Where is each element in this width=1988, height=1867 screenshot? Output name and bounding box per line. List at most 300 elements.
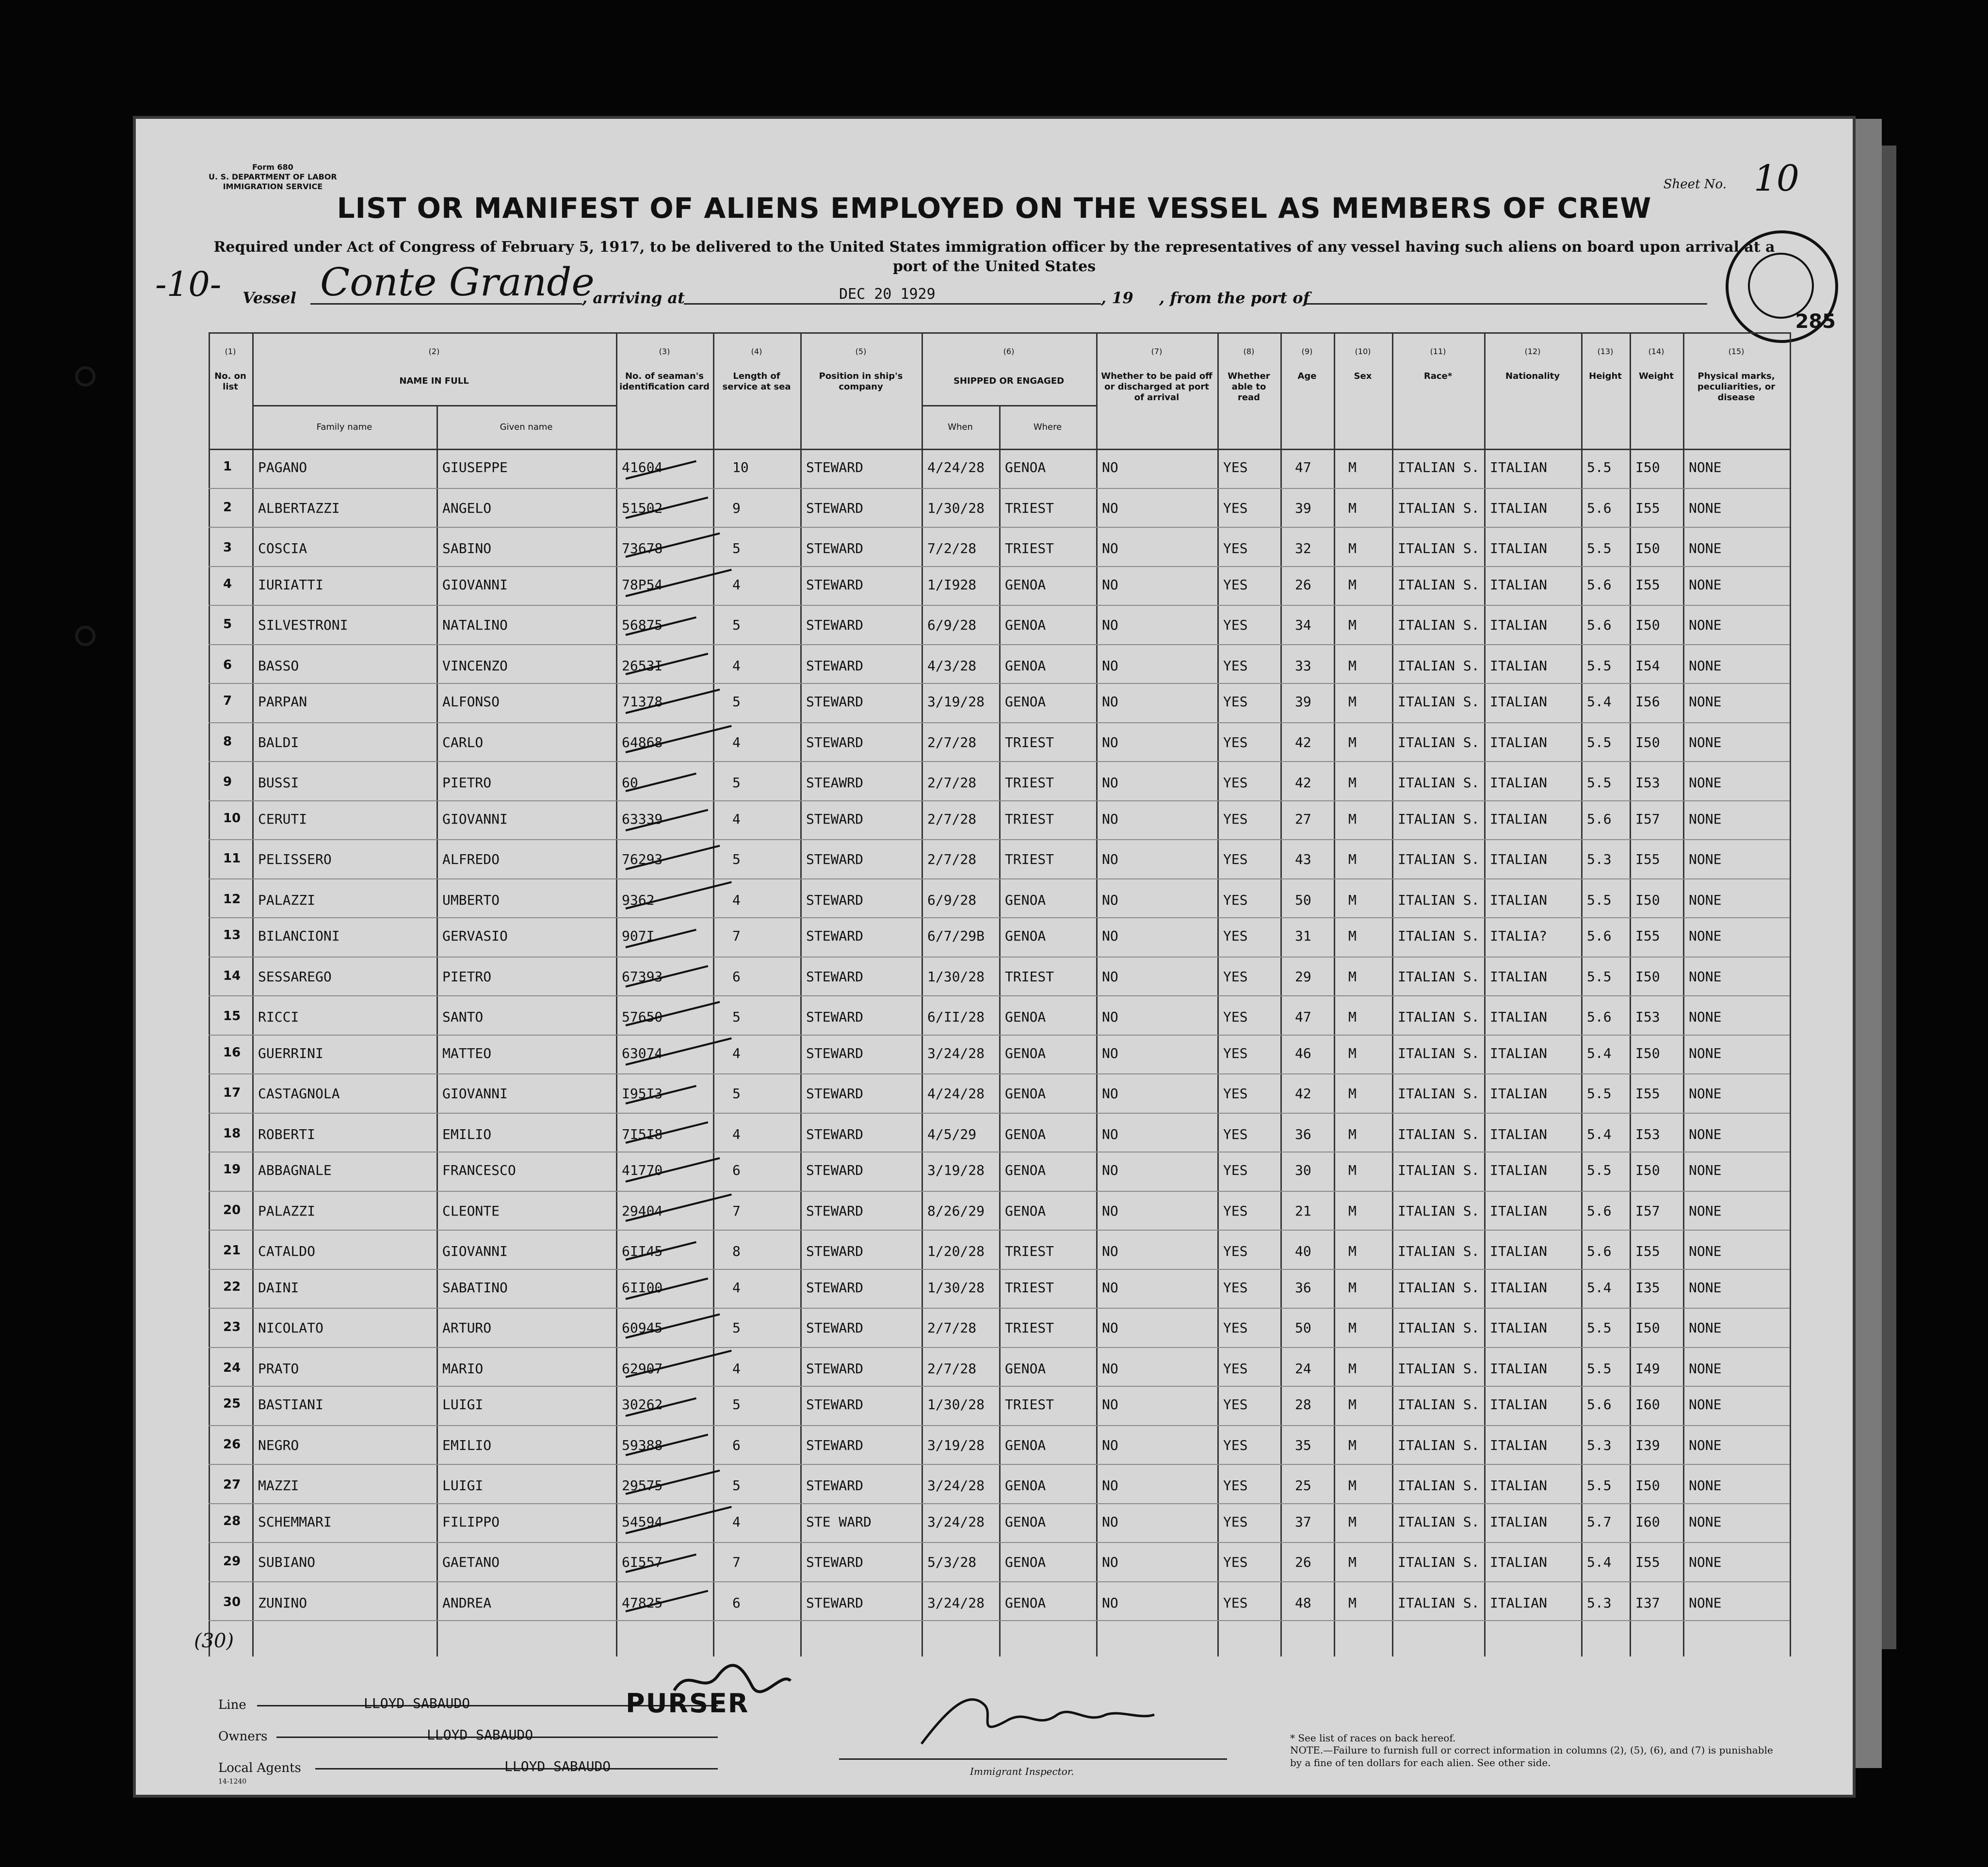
cell-weight: I50 [1635,968,1660,985]
cell-length: 4 [732,576,741,593]
cell-weight: I53 [1635,1126,1660,1142]
cell-nationality: ITALIAN [1490,968,1548,985]
cell-read: YES [1223,459,1248,475]
cell-age: 36 [1295,1126,1311,1142]
cell-weight: I55 [1635,500,1660,516]
cell-nationality: ITALIAN [1490,1396,1548,1412]
cell-where: GENOA [1005,1009,1046,1025]
cell-length: 5 [732,1009,741,1025]
cell-card: 41770 [622,1162,663,1178]
cell-age: 25 [1295,1477,1311,1494]
cell-given: ALFONSO [442,694,500,710]
cell-where: GENOA [1005,1202,1046,1219]
cell-marks: NONE [1689,734,1722,750]
cell-length: 5 [732,1086,741,1102]
binder-hole [75,626,96,646]
cell-nationality: ITALIAN [1490,1086,1548,1102]
cell-nationality: ITALIAN [1490,1594,1548,1611]
cell-nationality: ITALIAN [1490,892,1548,908]
cell-age: 27 [1295,811,1311,827]
cell-weight: I55 [1635,576,1660,593]
cell-position: STE WARD [806,1513,872,1530]
column-header-14: Weight [1639,371,1674,381]
cell-weight: I50 [1635,1477,1660,1494]
cell-marks: NONE [1689,892,1722,908]
cell-weight: I56 [1635,694,1660,710]
cell-given: MARIO [442,1360,484,1377]
cell-given: EMILIO [442,1126,492,1142]
cell-height: 5.6 [1587,1396,1612,1412]
cell-weight: I50 [1635,1162,1660,1178]
column-header-15: Physical marks, peculiarities, or disease [1697,371,1776,403]
cell-when: 1/30/28 [927,1396,985,1412]
stamp-number: 285 [1795,310,1836,333]
row-line [209,1230,1790,1231]
cell-given: FRANCESCO [442,1162,516,1178]
cell-when: 2/7/28 [927,1360,977,1377]
column-number: (6) [1003,347,1015,356]
cell-race: ITALIAN S. [1398,657,1480,674]
cell-where: GENOA [1005,694,1046,710]
column-number: (2) [428,347,440,356]
cell-card: 67393 [622,968,663,985]
column-number: (4) [751,347,762,356]
cell-when: 3/24/28 [927,1477,985,1494]
column-number: (15) [1728,347,1745,356]
cell-weight: I50 [1635,1320,1660,1336]
cell-age: 39 [1295,694,1311,710]
column-divider [209,332,210,1656]
cell-given: GAETANO [442,1554,500,1570]
cell-no: 15 [223,1009,241,1023]
row-line [209,683,1790,684]
column-header-9: Age [1297,371,1317,381]
cell-when: 4/5/29 [927,1126,977,1142]
cell-race: ITALIAN S. [1398,1045,1480,1061]
cell-weight: I50 [1635,1045,1660,1061]
cell-race: ITALIAN S. [1398,851,1480,867]
cell-given: PIETRO [442,968,492,985]
cell-weight: I54 [1635,657,1660,674]
cell-nationality: ITALIAN [1490,694,1548,710]
cell-where: GENOA [1005,928,1046,944]
column-divider [252,332,254,1656]
cell-where: GENOA [1005,1594,1046,1611]
owners-label: Owners [218,1729,268,1744]
cell-when: 2/7/28 [927,1320,977,1336]
cell-paid: NO [1102,1162,1118,1178]
cell-sex: M [1348,576,1357,593]
cell-marks: NONE [1689,694,1722,710]
cell-race: ITALIAN S. [1398,500,1480,516]
cell-paid: NO [1102,851,1118,867]
cell-position: STEWARD [806,1396,864,1412]
column-header-11: Race* [1423,371,1453,381]
cell-when: 8/26/29 [927,1202,985,1219]
cell-family: ALBERTAZZI [258,500,340,516]
cell-family: SUBIANO [258,1554,316,1570]
cell-height: 5.6 [1587,576,1612,593]
cell-age: 50 [1295,892,1311,908]
cell-read: YES [1223,1320,1248,1336]
cell-race: ITALIAN S. [1398,968,1480,985]
cell-length: 7 [732,928,741,944]
cell-given: ANGELO [442,500,492,516]
row-line [209,1073,1790,1074]
cell-height: 5.4 [1587,694,1612,710]
cell-age: 50 [1295,1320,1311,1336]
cell-length: 5 [732,1320,741,1336]
cell-given: PIETRO [442,775,492,791]
cell-card: 71378 [622,694,663,710]
cell-sex: M [1348,1279,1357,1296]
cell-when: 1/30/28 [927,500,985,516]
cell-paid: NO [1102,1202,1118,1219]
column-number: (12) [1524,347,1541,356]
cell-read: YES [1223,968,1248,985]
cell-where: GENOA [1005,576,1046,593]
cell-marks: NONE [1689,1513,1722,1530]
column-divider [1683,332,1684,1656]
cell-read: YES [1223,1360,1248,1377]
cell-nationality: ITALIAN [1490,1162,1548,1178]
cell-nationality: ITALIAN [1490,617,1548,633]
cell-no: 3 [223,540,232,555]
cell-length: 4 [732,1279,741,1296]
cell-given: NATALINO [442,617,508,633]
subhead-where: Where [1033,422,1062,432]
cell-position: STEWARD [806,1045,864,1061]
cell-race: ITALIAN S. [1398,1554,1480,1570]
cell-paid: NO [1102,1126,1118,1142]
cell-marks: NONE [1689,775,1722,791]
cell-age: 34 [1295,617,1311,633]
cell-sex: M [1348,1477,1357,1494]
cell-paid: NO [1102,694,1118,710]
cell-family: CATALDO [258,1243,316,1259]
cell-marks: NONE [1689,576,1722,593]
cell-when: 1/20/28 [927,1243,985,1259]
cell-length: 4 [732,811,741,827]
cell-no: 17 [223,1086,241,1100]
page-title: LIST OR MANIFEST OF ALIENS EMPLOYED ON THE VESSEL AS MEMBERS OF CREW [337,192,1652,225]
cell-weight: I55 [1635,1086,1660,1102]
cell-age: 40 [1295,1243,1311,1259]
cell-card: 907I [622,928,655,944]
cell-nationality: ITALIAN [1490,1279,1548,1296]
cell-sex: M [1348,1513,1357,1530]
cell-race: ITALIAN S. [1398,1162,1480,1178]
agents-label: Local Agents [218,1761,301,1775]
cell-read: YES [1223,1202,1248,1219]
cell-where: GENOA [1005,1086,1046,1102]
cell-age: 42 [1295,734,1311,750]
cell-where: GENOA [1005,1360,1046,1377]
cell-given: CLEONTE [442,1202,500,1219]
cell-family: SCHEMMARI [258,1513,332,1530]
cell-age: 35 [1295,1437,1311,1453]
margin-note: -10- [155,264,222,304]
cell-when: 7/2/28 [927,540,977,556]
column-divider [1790,332,1791,1656]
inspector-fill-line [839,1753,1227,1760]
vessel-row [155,260,1736,318]
cell-family: SESSAREGO [258,968,332,985]
cell-read: YES [1223,811,1248,827]
cell-nationality: ITALIAN [1490,1202,1548,1219]
cell-height: 5.6 [1587,1202,1612,1219]
cell-read: YES [1223,1396,1248,1412]
cell-paid: NO [1102,1279,1118,1296]
cell-marks: NONE [1689,811,1722,827]
sheet-label: Sheet No. [1663,177,1727,192]
cell-marks: NONE [1689,1594,1722,1611]
subheader-border [252,405,616,406]
cell-where: TRIEST [1005,1279,1054,1296]
form-service: IMMIGRATION SERVICE [223,182,323,191]
cell-where: GENOA [1005,892,1046,908]
cell-sex: M [1348,892,1357,908]
cell-where: GENOA [1005,1554,1046,1570]
row-line [209,957,1790,958]
column-number: (3) [659,347,670,356]
cell-length: 8 [732,1243,741,1259]
column-divider [1484,332,1486,1656]
cell-given: ANDREA [442,1594,492,1611]
cell-sex: M [1348,1594,1357,1611]
inspector-signature [912,1686,1164,1753]
column-header-7: Whether to be paid off or discharged at port of arrival [1101,371,1212,403]
cell-age: 42 [1295,775,1311,791]
cell-no: 22 [223,1279,241,1294]
cell-read: YES [1223,1045,1248,1061]
cell-paid: NO [1102,657,1118,674]
cell-position: STEWARD [806,694,864,710]
cell-height: 5.4 [1587,1279,1612,1296]
row-line [209,839,1790,840]
column-divider [1096,332,1098,1656]
column-divider [713,332,714,1656]
cell-sex: M [1348,459,1357,475]
column-divider [800,332,802,1656]
cell-given: EMILIO [442,1437,492,1453]
cell-paid: NO [1102,775,1118,791]
cell-where: GENOA [1005,1477,1046,1494]
cell-card: 62907 [622,1360,663,1377]
cell-marks: NONE [1689,1009,1722,1025]
cell-length: 5 [732,540,741,556]
from-label: , from the port of [1159,289,1310,307]
cell-sex: M [1348,1243,1357,1259]
date-stamp: DEC 20 1929 [839,286,936,303]
cell-read: YES [1223,1009,1248,1025]
cell-card: 56875 [622,617,663,633]
cell-height: 5.6 [1587,1009,1612,1025]
cell-weight: I57 [1635,1202,1660,1219]
cell-paid: NO [1102,1009,1118,1025]
cell-marks: NONE [1689,1554,1722,1570]
cell-height: 5.5 [1587,1162,1612,1178]
cell-age: 43 [1295,851,1311,867]
cell-card: 63339 [622,811,663,827]
cell-length: 5 [732,1477,741,1494]
cell-length: 10 [732,459,749,475]
cell-given: SABATINO [442,1279,508,1296]
row-line [209,1113,1790,1114]
cell-card: 7I5I8 [622,1126,663,1142]
column-number: (1) [225,347,236,356]
cell-where: TRIEST [1005,811,1054,827]
cell-no: 8 [223,734,232,749]
column-header-4: Length of service at sea [722,371,791,392]
cell-position: STEWARD [806,657,864,674]
row-line [209,1308,1790,1309]
cell-position: STEWARD [806,1554,864,1570]
cell-sex: M [1348,540,1357,556]
subhead-when: When [948,422,973,432]
cell-family: ROBERTI [258,1126,316,1142]
line-label: Line [218,1698,246,1712]
cell-height: 5.4 [1587,1126,1612,1142]
cell-height: 5.5 [1587,1360,1612,1377]
cell-no: 10 [223,811,241,826]
cell-position: STEWARD [806,1162,864,1178]
cell-length: 4 [732,1360,741,1377]
cell-family: GUERRINI [258,1045,323,1061]
cell-length: 4 [732,1045,741,1061]
column-header-13: Height [1589,371,1622,381]
cell-race: ITALIAN S. [1398,1437,1480,1453]
column-divider [436,405,438,1656]
row-line [209,917,1790,918]
cell-length: 6 [732,1437,741,1453]
cell-card: 29404 [622,1202,663,1219]
row-line [209,1581,1790,1582]
owners-value: LLOYD SABAUDO [427,1727,533,1743]
cell-read: YES [1223,576,1248,593]
cell-read: YES [1223,657,1248,674]
cell-sex: M [1348,1320,1357,1336]
cell-age: 26 [1295,1554,1311,1570]
cell-race: ITALIAN S. [1398,576,1480,593]
vessel-label: Vessel [242,289,296,307]
cell-height: 5.5 [1587,775,1612,791]
cell-family: MAZZI [258,1477,299,1494]
cell-race: ITALIAN S. [1398,1279,1480,1296]
cell-weight: I55 [1635,1554,1660,1570]
cell-position: STEWARD [806,459,864,475]
cell-paid: NO [1102,811,1118,827]
cell-race: ITALIAN S. [1398,1009,1480,1025]
cell-sex: M [1348,811,1357,827]
cell-weight: I55 [1635,928,1660,944]
column-number: (13) [1597,347,1614,356]
cell-race: ITALIAN S. [1398,892,1480,908]
cell-card: 73678 [622,540,663,556]
cell-age: 48 [1295,1594,1311,1611]
races-note: * See list of races on back hereof. [1290,1732,1456,1744]
cell-given: GIUSEPPE [442,459,508,475]
sheet-number: 10 [1753,158,1799,199]
cell-given: GIOVANNI [442,576,508,593]
cell-paid: NO [1102,617,1118,633]
cell-card: 51502 [622,500,663,516]
cell-paid: NO [1102,459,1118,475]
cell-given: UMBERTO [442,892,500,908]
row-line [209,722,1790,723]
row-line [209,1152,1790,1153]
cell-length: 5 [732,775,741,791]
cell-position: STEWARD [806,968,864,985]
cell-where: GENOA [1005,617,1046,633]
cell-race: ITALIAN S. [1398,734,1480,750]
cell-when: 3/19/28 [927,694,985,710]
paper-edge [1853,119,1882,1768]
form-code: 14-1240 [218,1778,247,1786]
cell-position: STEWARD [806,576,864,593]
cell-sex: M [1348,1162,1357,1178]
cell-race: ITALIAN S. [1398,540,1480,556]
cell-nationality: ITALIAN [1490,1243,1548,1259]
cell-card: 60945 [622,1320,663,1336]
cell-position: STEWARD [806,1243,864,1259]
cell-read: YES [1223,1513,1248,1530]
cell-marks: NONE [1689,1477,1722,1494]
cell-position: STEAWRD [806,775,864,791]
cell-height: 5.5 [1587,657,1612,674]
cell-where: TRIEST [1005,968,1054,985]
cell-paid: NO [1102,1513,1118,1530]
cell-nationality: ITALIAN [1490,1009,1548,1025]
cell-given: GIOVANNI [442,1243,508,1259]
cell-when: 6/9/28 [927,617,977,633]
cell-family: BASSO [258,657,299,674]
cell-position: STEWARD [806,540,864,556]
cell-sex: M [1348,968,1357,985]
cell-weight: I39 [1635,1437,1660,1453]
cell-no: 23 [223,1320,241,1334]
cell-paid: NO [1102,540,1118,556]
cell-weight: I49 [1635,1360,1660,1377]
cell-no: 19 [223,1162,241,1177]
cell-nationality: ITALIAN [1490,459,1548,475]
cell-when: 2/7/28 [927,851,977,867]
cell-no: 9 [223,775,232,789]
cell-family: PELISSERO [258,851,332,867]
cell-race: ITALIAN S. [1398,1320,1480,1336]
cell-when: 3/24/28 [927,1594,985,1611]
cell-paid: NO [1102,1594,1118,1611]
cell-where: GENOA [1005,1045,1046,1061]
cell-where: GENOA [1005,1162,1046,1178]
cell-given: SABINO [442,540,492,556]
cell-card: 9362 [622,892,655,908]
cell-height: 5.6 [1587,928,1612,944]
cell-nationality: ITALIAN [1490,1360,1548,1377]
cell-when: 1/30/28 [927,968,985,985]
cell-given: GERVASIO [442,928,508,944]
cell-family: CASTAGNOLA [258,1086,340,1102]
cell-nationality: ITALIAN [1490,540,1548,556]
cell-weight: I35 [1635,1279,1660,1296]
cell-length: 6 [732,1162,741,1178]
column-divider [616,332,617,1656]
cell-when: 1/I928 [927,576,977,593]
cell-height: 5.5 [1587,540,1612,556]
cell-given: SANTO [442,1009,484,1025]
cell-where: TRIEST [1005,1320,1054,1336]
cell-age: 42 [1295,1086,1311,1102]
